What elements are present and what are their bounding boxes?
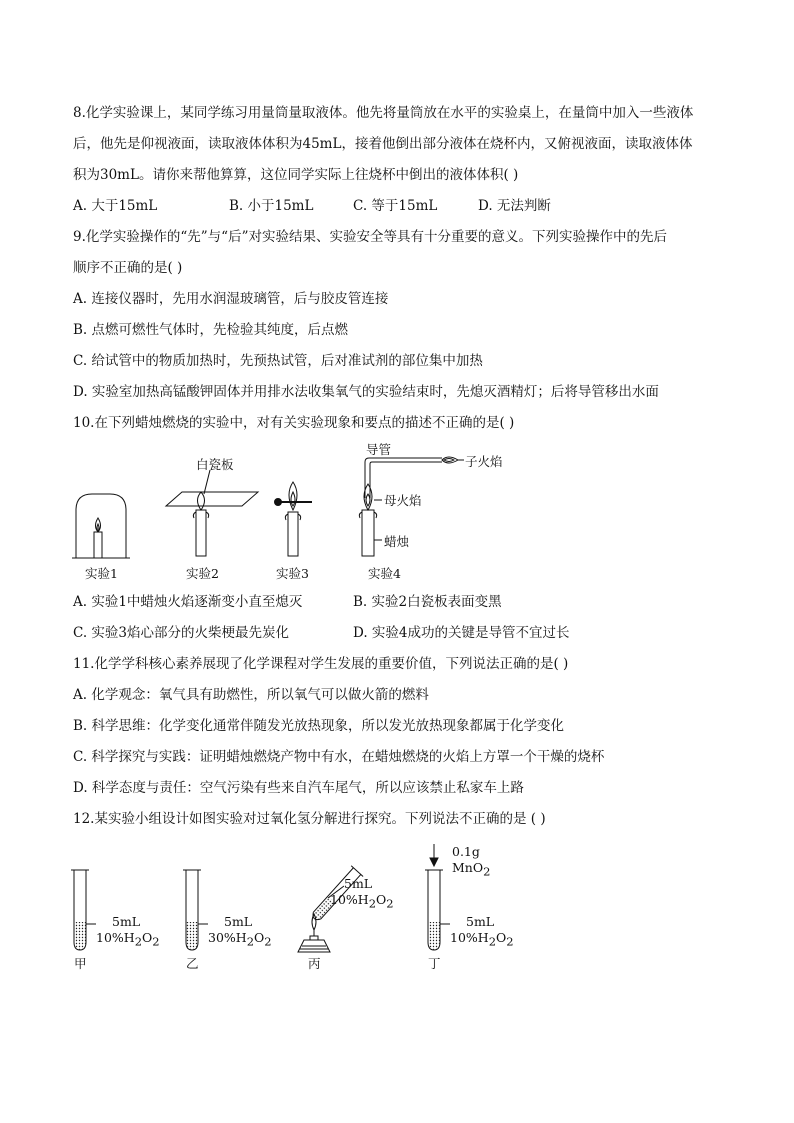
q11-option-a: A. 化学观念：氧气具有助燃性，所以氧气可以做火箭的燃料	[73, 687, 429, 703]
q8-line-1: 8.化学实验课上，某同学练习用量筒量取液体。他先将量筒放在水平的实验桌上，在量筒中加入一些液体	[73, 105, 694, 121]
q11-option-b: B. 科学思维：化学变化通常伴随发光放热现象，所以发光放热现象都属于化学变化	[73, 718, 565, 734]
experiment-1-jar	[72, 494, 130, 558]
yi-volume: 5mL	[224, 914, 253, 929]
caption-experiment-2: 实验2	[186, 566, 219, 581]
bing-concentration: $10\%H_2O_2$	[330, 892, 394, 911]
q12-stem: 12.某实验小组设计如图实验对过氧化氢分解进行探究。下列说法不正确的是 ( )	[73, 811, 546, 827]
q10-figure	[70, 440, 530, 585]
q9-line-2: 顺序不正确的是( )	[73, 260, 183, 276]
q8-line-3: 积为30mL。请你来帮他算算，这位同学实际上往烧杯中倒出的液体体积( )	[73, 167, 519, 183]
q9-option-c: C. 给试管中的物质加热时，先预热试管，后对准试剂的部位集中加热	[73, 353, 483, 369]
caption-jia: 甲	[74, 956, 87, 971]
ding-volume: 5mL	[466, 914, 495, 929]
q8-line-2: 后，他先是仰视液面，读取液体体积为45mL，接着他倒出部分液体在烧杯内，又俯视液面，读取液体体	[73, 136, 693, 152]
q11-option-c: C. 科学探究与实践：证明蜡烛燃烧产物中有水，在蜡烛燃烧的火焰上方罩一个干燥的烧杯	[73, 749, 605, 765]
label-candle: 蜡烛	[384, 534, 410, 549]
jia-volume: 5mL	[112, 914, 141, 929]
label-child-flame: 子火焰	[465, 454, 503, 469]
label-white-plate: 白瓷板	[196, 457, 234, 472]
tube-jia	[71, 870, 96, 950]
q10-option-d: D. 实验4成功的关键是导管不宜过长	[353, 625, 570, 641]
caption-experiment-3: 实验3	[276, 566, 309, 581]
q8-option-c: C. 等于15mL	[353, 198, 438, 214]
ding-mno2-mass: 0.1g	[452, 844, 480, 859]
experiment-2-plate	[166, 470, 258, 556]
tube-ding	[425, 844, 450, 950]
q9-option-b: B. 点燃可燃性气体时，先检验其纯度，后点燃	[73, 322, 349, 338]
q10-option-a: A. 实验1中蜡烛火焰逐渐变小直至熄灭	[73, 594, 303, 610]
bing-volume: 5mL	[344, 876, 373, 891]
q8-option-a: A. 大于15mL	[73, 198, 158, 214]
caption-experiment-4: 实验4	[368, 566, 401, 581]
q8-option-d: D. 无法判断	[478, 198, 551, 214]
ding-mno2: MnO$_2$	[452, 860, 491, 879]
caption-yi: 乙	[186, 956, 199, 971]
tube-yi	[183, 870, 208, 950]
caption-experiment-1: 实验1	[85, 566, 118, 581]
experiment-3-match	[275, 482, 313, 556]
q10-stem: 10.在下列蜡烛燃烧的实验中，对有关实验现象和要点的描述不正确的是( )	[73, 415, 515, 431]
yi-concentration: $30\%H_2O_2$	[208, 930, 272, 949]
q12-figure	[66, 840, 536, 980]
q10-option-b: B. 实验2白瓷板表面变黑	[353, 594, 502, 610]
label-tube: 导管	[366, 442, 392, 457]
q9-option-a: A. 连接仪器时，先用水润湿玻璃管，后与胶皮管连接	[73, 291, 389, 307]
ding-concentration: $10\%H_2O_2$	[450, 930, 514, 949]
q11-stem: 11.化学学科核心素养展现了化学课程对学生发展的重要价值，下列说法正确的是( )	[73, 656, 569, 672]
q9-line-1: 9.化学实验操作的“先”与“后”对实验结果、实验安全等具有十分重要的意义。下列实验操作中的先后	[73, 229, 667, 245]
q8-option-b: B. 小于15mL	[229, 198, 314, 214]
caption-bing: 丙	[308, 956, 321, 971]
q11-option-d: D. 科学态度与责任：空气污染有些来自汽车尾气，所以应该禁止私家车上路	[73, 780, 524, 796]
q9-option-d: D. 实验室加热高锰酸钾固体并用排水法收集氧气的实验结束时，先熄灭酒精灯；后将导管移出水面	[73, 384, 659, 400]
q10-option-c: C. 实验3焰心部分的火柴梗最先炭化	[73, 625, 290, 641]
label-mother-flame: 母火焰	[384, 493, 422, 508]
jia-concentration: $10\%H_2O_2$	[96, 930, 160, 949]
caption-ding: 丁	[428, 956, 441, 971]
